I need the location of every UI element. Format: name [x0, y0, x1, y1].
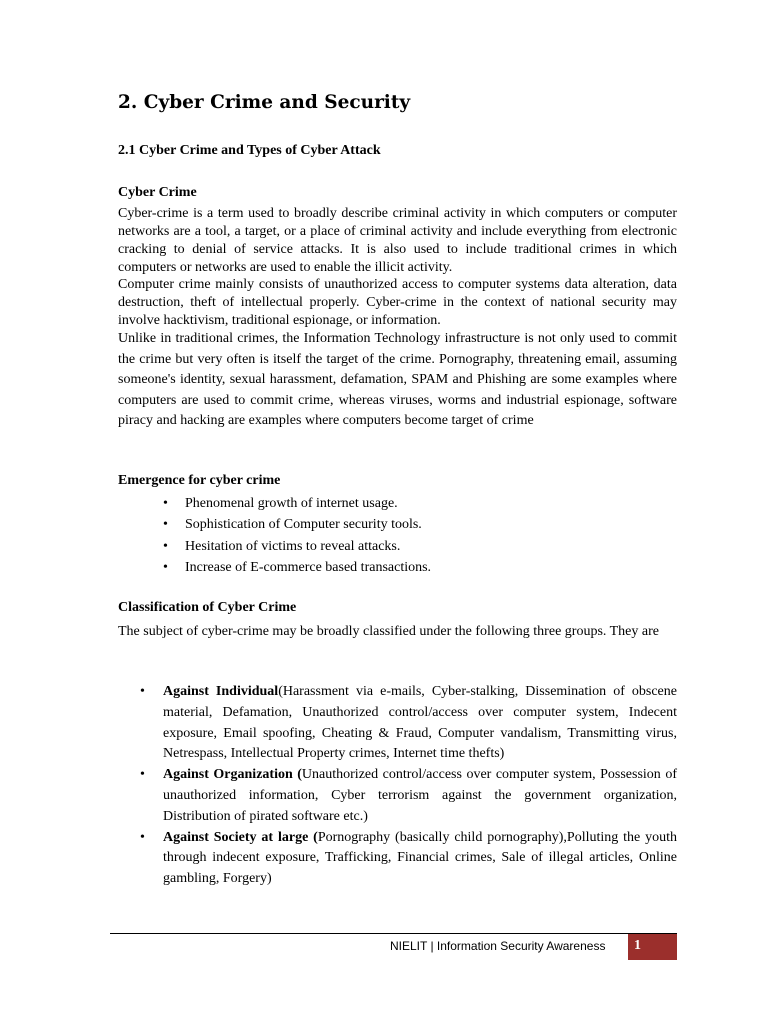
- cyber-crime-paragraph-2: Computer crime mainly consists of unauthorized access to computer systems data alteration, data destruction, theft of intellectual properly. Cyber-crime in the context of national security may involve hacktivism, traditional espionage, or information.: [118, 277, 677, 328]
- classification-list: [118, 682, 677, 890]
- page-number: 1: [634, 938, 641, 953]
- section-subheading: 2.1 Cyber Crime and Types of Cyber Attack: [118, 143, 381, 158]
- list-item: [118, 682, 677, 765]
- footer-divider: [110, 933, 677, 934]
- emergence-list: [118, 493, 677, 578]
- page-number-box: [628, 934, 677, 960]
- list-item: • Phenomenal growth of internet usage.: [118, 493, 677, 514]
- cyber-crime-paragraph-1: Cyber-crime is a term used to broadly describe criminal activity in which computers or computer networks are a tool, a target, or a place of criminal activity and include everything from electronic cracking to denial of service attacks. It is also used to include traditional crimes in which computers or networks are used to enable the illicit activity.: [118, 206, 677, 275]
- page-title: 2. Cyber Crime and Security: [118, 92, 411, 113]
- group-label: Against Organization (: [163, 767, 302, 783]
- cyber-crime-paragraph-3: Unlike in traditional crimes, the Information Technology infrastructure is not only used to commit the crime but very often is itself the target of the crime. Pornography, threatening email, assuming someone's identity, sexual harassment, defamation, SPAM and Phishing are some examples where computers are used to commit crime, whereas viruses, worms and industrial espionage, software piracy and hacking are examples where computers become target of crime: [118, 331, 677, 428]
- list-item: • Increase of E-commerce based transactions.: [118, 557, 677, 578]
- cyber-crime-heading: Cyber Crime: [118, 185, 197, 200]
- group-label: Against Society at large (: [163, 829, 318, 845]
- classification-intro: The subject of cyber-crime may be broadly classified under the following three groups. They are: [118, 624, 659, 639]
- group-label: Against Individual: [163, 684, 279, 699]
- list-item: [118, 765, 677, 827]
- group-text: Unauthorized control/access over computer system, Possession of unauthorized information, Cyber terrorism against the government organization, Distribution of pirated software etc.): [163, 767, 677, 824]
- group-text: Pornography (basically child pornography),Polluting the youth through indecent exposure, Trafficking, Financial crimes, Sale of illegal articles, Online gambling, Forgery): [163, 829, 677, 887]
- footer-text: NIELIT | Information Security Awareness: [390, 939, 606, 953]
- list-item: [118, 828, 677, 890]
- group-text: (Harassment via e-mails, Cyber-stalking, Dissemination of obscene material, Defamation, Unauthorized control/access over computer system, Indecent exposure, Email spoofing, Cheating & Fraud, Computer vandalism, Transmitting virus, Netrespass, Intellectual Property crimes, Internet time thefts): [163, 684, 677, 762]
- list-item: • Sophistication of Computer security tools.: [118, 514, 677, 535]
- emergence-heading: Emergence for cyber crime: [118, 473, 281, 488]
- list-item: • Hesitation of victims to reveal attacks.: [118, 536, 677, 557]
- classification-heading: Classification of Cyber Crime: [118, 600, 297, 615]
